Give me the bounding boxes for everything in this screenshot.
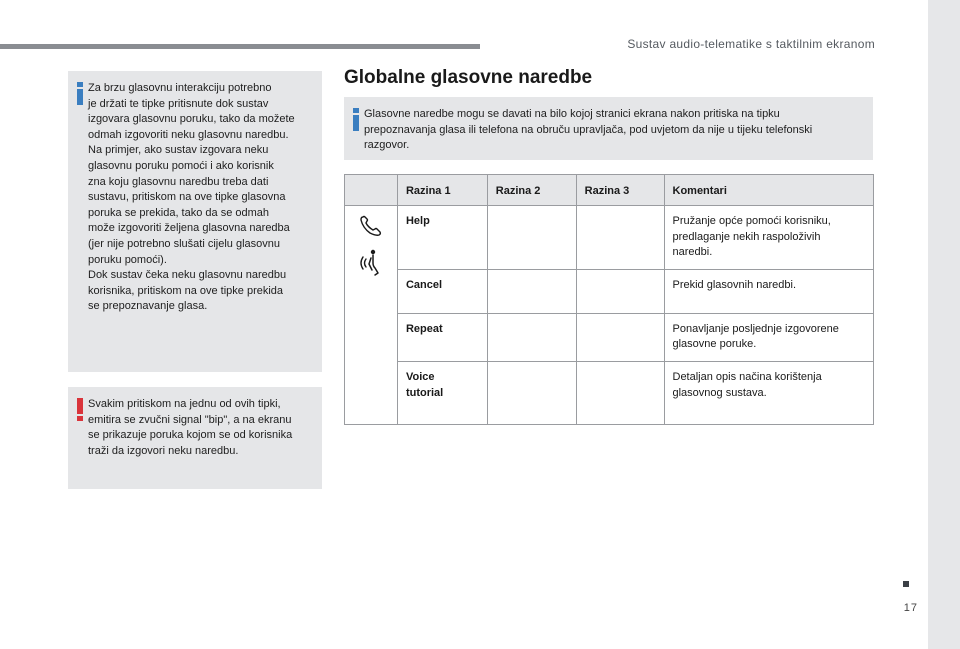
- level-2-cell: [487, 206, 576, 270]
- comment-cell: Pružanje opće pomoći korisniku, predlaganje nekih raspoloživih naredbi.: [664, 206, 874, 270]
- header-level-2: Razina 2: [487, 175, 576, 206]
- page-marker-icon: [903, 581, 909, 587]
- table-row: [345, 313, 874, 361]
- info-icon: [77, 82, 83, 104]
- level-3-cell: [576, 361, 664, 424]
- level-3-cell: [576, 206, 664, 270]
- level-3-cell: [576, 269, 664, 313]
- comment-cell: Ponavljanje posljednje izgovorene glasovne poruke.: [664, 313, 874, 361]
- warning-icon: [77, 398, 83, 420]
- section-info-note: [344, 97, 873, 160]
- header-icon-cell: [345, 175, 398, 206]
- table-header-row: [345, 175, 874, 206]
- command-voice-tutorial: Voice tutorial: [397, 361, 487, 424]
- command-repeat: Repeat: [397, 313, 487, 361]
- table-row: [345, 361, 874, 424]
- side-strip: [928, 0, 960, 649]
- phone-icon: [358, 214, 384, 238]
- voice-commands-table: [344, 174, 874, 425]
- warning-note: [68, 387, 322, 489]
- header-level-3: Razina 3: [576, 175, 664, 206]
- info-icon: [353, 108, 359, 130]
- table-row: [345, 269, 874, 313]
- info-note-text: Za brzu glasovnu interakciju potrebno je držati te tipke pritisnute dok sustav izgovara glasovnu poruku, tako da možete odmah izgovoriti neku glasovnu naredbu. Na primjer, ako sustav izgovara neku glasovnu poruku pomoći i ako korisnik zna koju glasovnu naredbu treba dati sustavu, pritiskom na ove tipke glasovna poruka se prekida, tako da se odmah može izgovoriti željena glasovna naredba (jer nije potrebno slušati cijelu glasovnu poruku pomoći). Dok sustav čeka neku glasovnu naredbu korisnika, pritiskom na ove tipke prekida se prepoznavanje glasa.: [88, 82, 295, 313]
- level-2-cell: [487, 313, 576, 361]
- command-icons-cell: [345, 206, 398, 425]
- section-title: Globalne glasovne naredbe: [344, 67, 593, 88]
- level-2-cell: [487, 269, 576, 313]
- header-level-1: Razina 1: [397, 175, 487, 206]
- comment-cell: Prekid glasovnih naredbi.: [664, 269, 874, 313]
- command-cancel: Cancel: [397, 269, 487, 313]
- comment-cell: Detaljan opis načina korištenja glasovnog sustava.: [664, 361, 874, 424]
- page-number: 17: [903, 602, 918, 614]
- section-info-text: Glasovne naredbe mogu se davati na bilo kojoj stranici ekrana nakon pritiska na tipku prepoznavanja glasa ili telefona na obruču upravljača, pod uvjetom da nije u tijeku telefonski razgovor.: [364, 108, 813, 152]
- table-row: [345, 206, 874, 270]
- command-help: Help: [397, 206, 487, 270]
- level-3-cell: [576, 313, 664, 361]
- chapter-title: Sustav audio-telematike s taktilnim ekranom: [627, 37, 875, 51]
- warning-note-text: Svakim pritiskom na jednu od ovih tipki, emitira se zvučni signal "bip", a na ekranu se prikazuje poruka kojom se od korisnika traži da izgovori neku naredbu.: [88, 398, 293, 457]
- voice-command-icon: [358, 246, 384, 280]
- header-rule: [0, 44, 480, 49]
- info-note: [68, 71, 322, 372]
- level-2-cell: [487, 361, 576, 424]
- header-comments: Komentari: [664, 175, 874, 206]
